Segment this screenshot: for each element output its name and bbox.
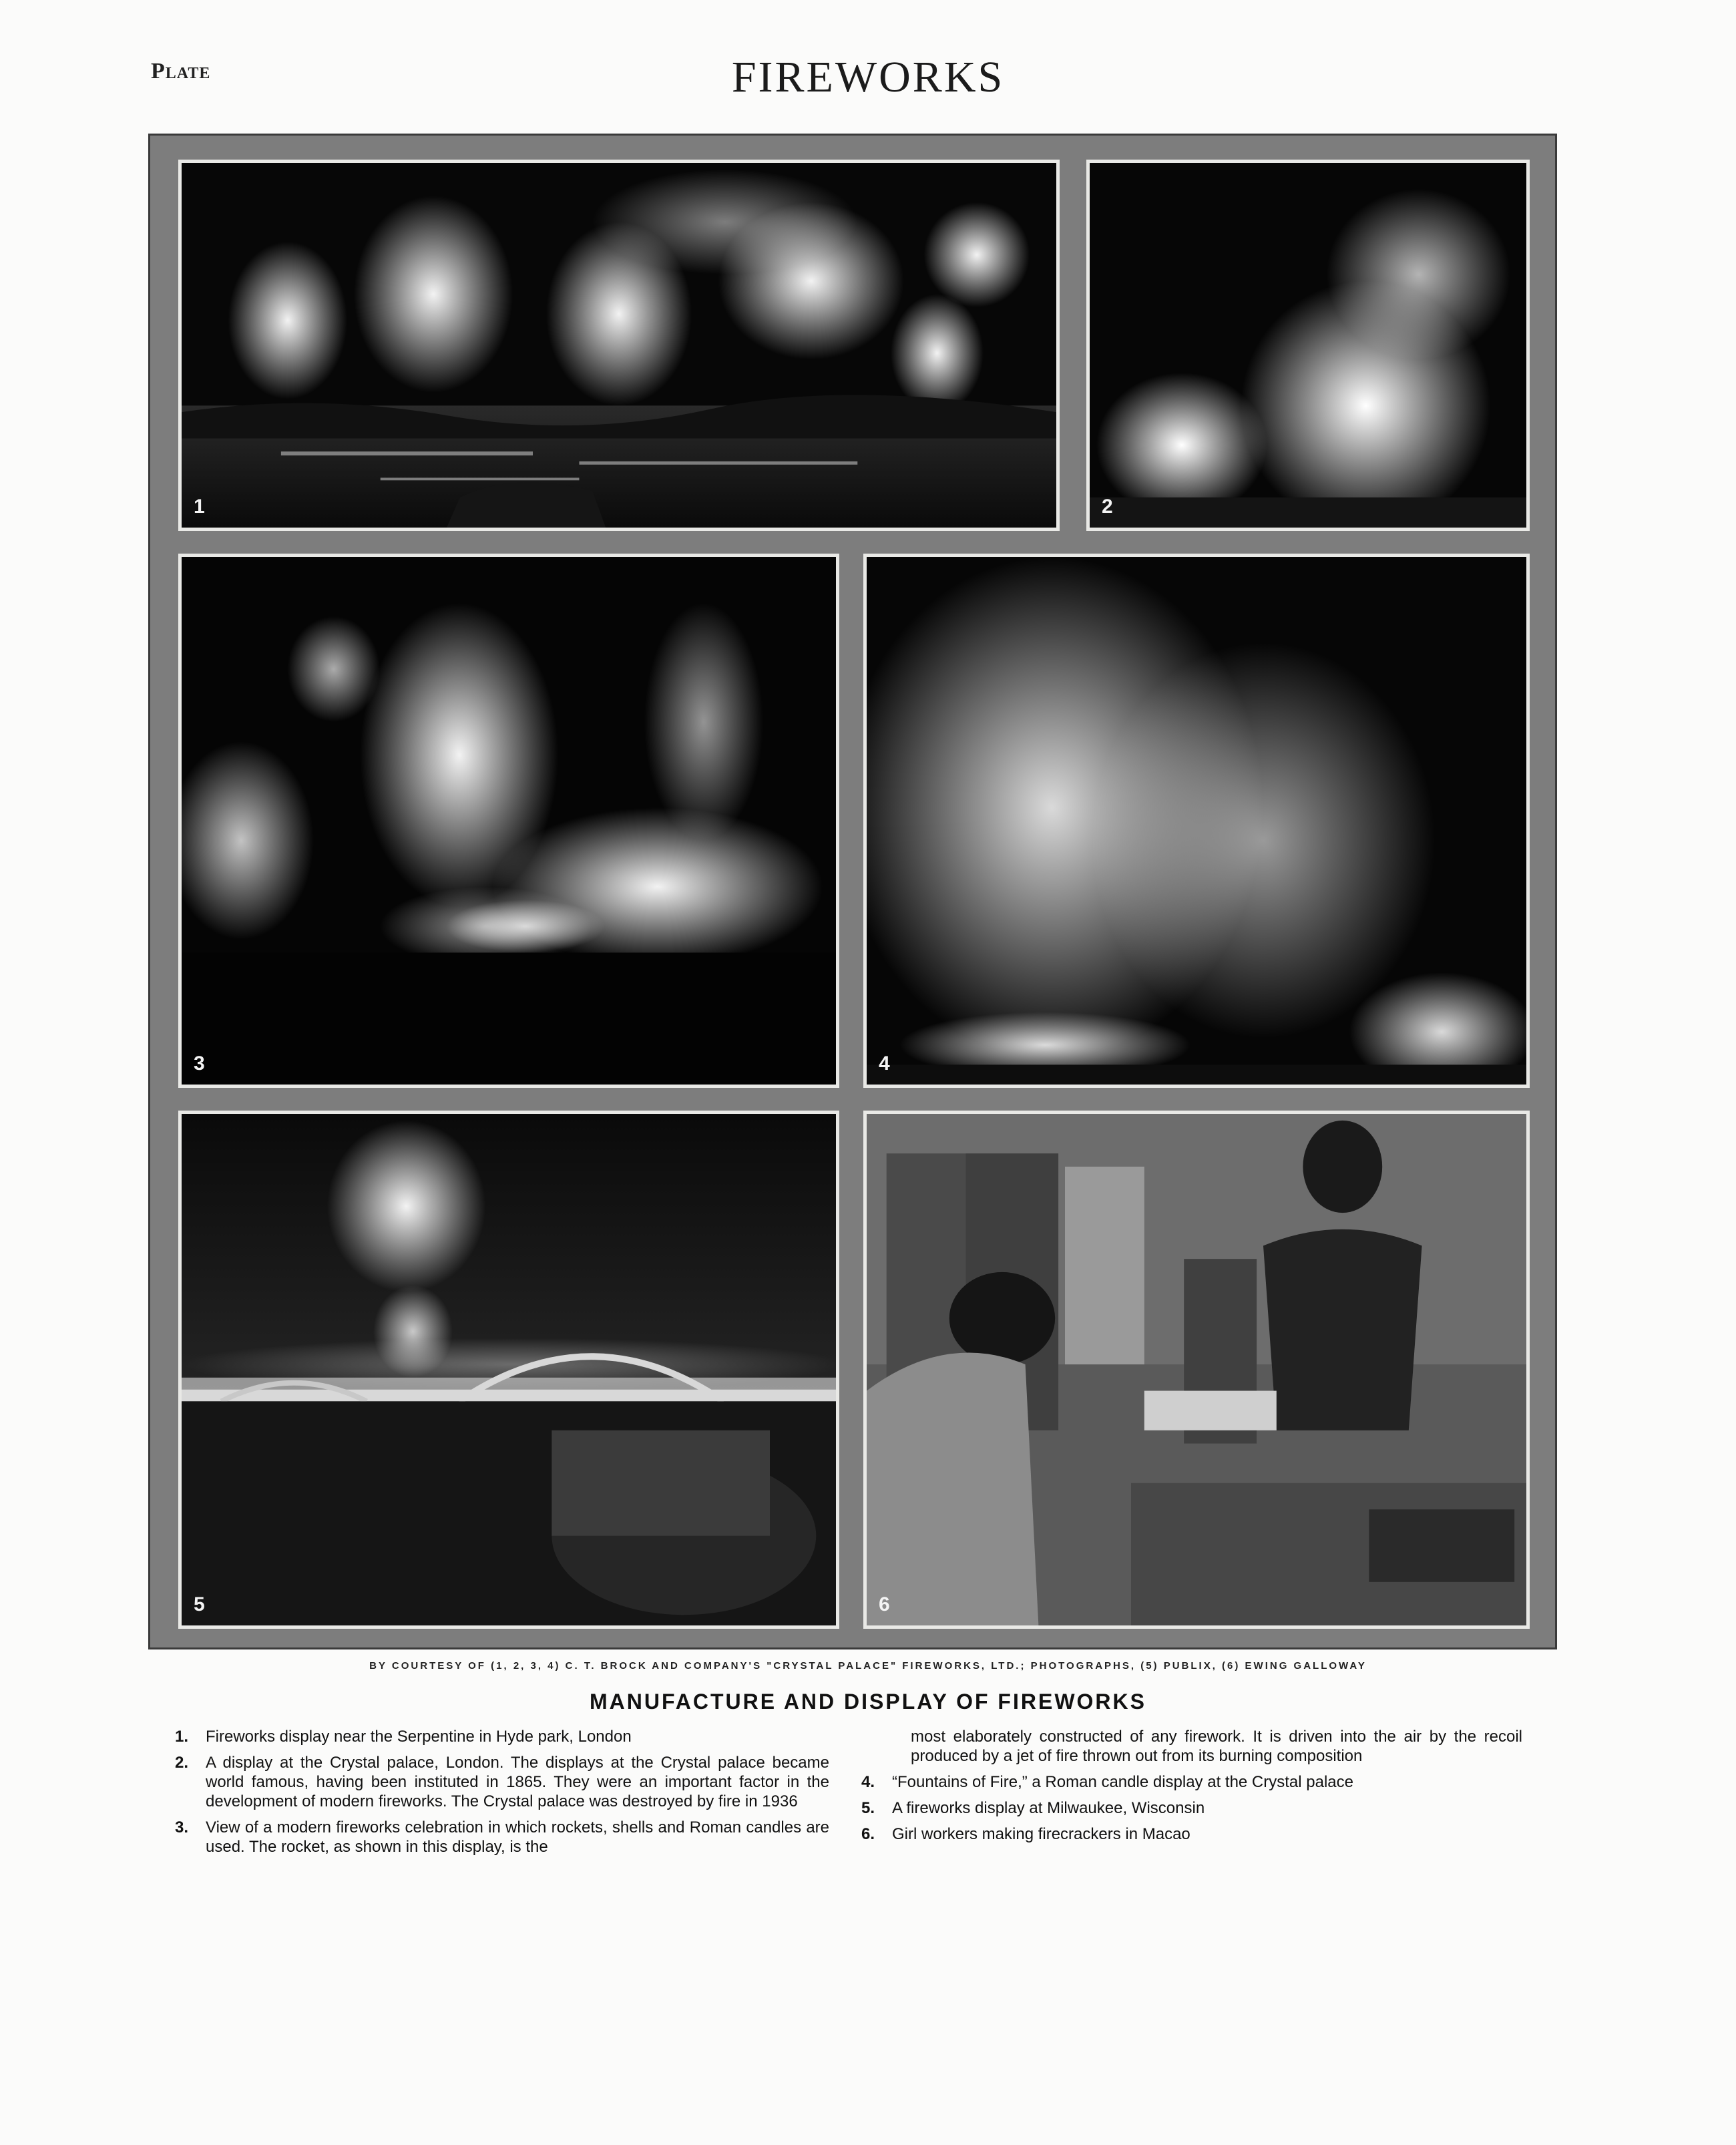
captions-left-column <box>175 1727 829 1863</box>
caption-number: 6. <box>861 1825 875 1843</box>
photo-plate-frame <box>148 134 1557 1649</box>
caption-1 <box>175 1727 829 1746</box>
caption-number: 3. <box>175 1818 189 1836</box>
photo-2-image <box>1090 163 1526 528</box>
caption-text: View of a modern fireworks celebration in which rockets, shells and Roman candles are used. The rocket, as shown in this display, is the <box>206 1818 829 1856</box>
photo-3-modern-celebration <box>178 554 839 1088</box>
photo-5-image <box>182 1114 836 1625</box>
caption-text: A display at the Crystal palace, London. The displays at the Crystal palace became world famous, having been instituted in 1865. They were an important factor in the development of modern fireworks. The Crystal palace was destroyed by fire in 1936 <box>206 1754 829 1810</box>
caption-5 <box>861 1798 1522 1818</box>
photo-4-image <box>867 557 1526 1085</box>
captions-right-column <box>861 1727 1522 1850</box>
caption-heading: MANUFACTURE AND DISPLAY OF FIREWORKS <box>590 1690 1146 1714</box>
photo-5-milwaukee-display <box>178 1111 839 1629</box>
photo-credit: BY COURTESY OF (1, 2, 3, 4) C. T. BROCK AND COMPANY'S "CRYSTAL PALACE" FIREWORKS, LTD.; PHOTOGRAPHS, (5) PUBLIX, (6) EWING GALLOWAY <box>369 1660 1367 1672</box>
caption-3-continued: most elaborately constructed of any firework. It is driven into the air by the recoil produced by a jet of fire thrown out from its burning composition <box>911 1728 1522 1765</box>
caption-text: A fireworks display at Milwaukee, Wisconsin <box>892 1799 1205 1817</box>
photo-6-firecracker-workers <box>863 1111 1530 1629</box>
caption-text: “Fountains of Fire,” a Roman candle display at the Crystal palace <box>892 1773 1353 1791</box>
photo-number: 1 <box>194 496 205 518</box>
caption-number: 2. <box>175 1754 189 1772</box>
photo-2-crystal-palace-display <box>1086 160 1530 531</box>
caption-number: 5. <box>861 1799 875 1817</box>
photo-3-image <box>182 557 836 1085</box>
photo-6-image <box>867 1114 1526 1625</box>
caption-4 <box>861 1772 1522 1792</box>
photo-number: 3 <box>194 1052 205 1075</box>
caption-text: Girl workers making firecrackers in Macao <box>892 1825 1190 1843</box>
photo-1-hyde-park-fireworks <box>178 160 1060 531</box>
plate-label: Plate <box>151 59 211 83</box>
caption-number: 4. <box>861 1773 875 1791</box>
caption-number: 1. <box>175 1728 189 1746</box>
photo-number: 2 <box>1102 496 1113 518</box>
photo-4-fountains-of-fire <box>863 554 1530 1088</box>
photo-number: 6 <box>879 1593 890 1615</box>
photo-1-image <box>182 163 1056 528</box>
caption-2 <box>175 1753 829 1811</box>
photo-number: 4 <box>879 1052 890 1075</box>
page-title: FIREWORKS <box>731 53 1005 102</box>
photo-number: 5 <box>194 1593 205 1615</box>
caption-text: Fireworks display near the Serpentine in Hyde park, London <box>206 1728 632 1746</box>
caption-3 <box>175 1818 829 1857</box>
caption-6 <box>861 1824 1522 1844</box>
